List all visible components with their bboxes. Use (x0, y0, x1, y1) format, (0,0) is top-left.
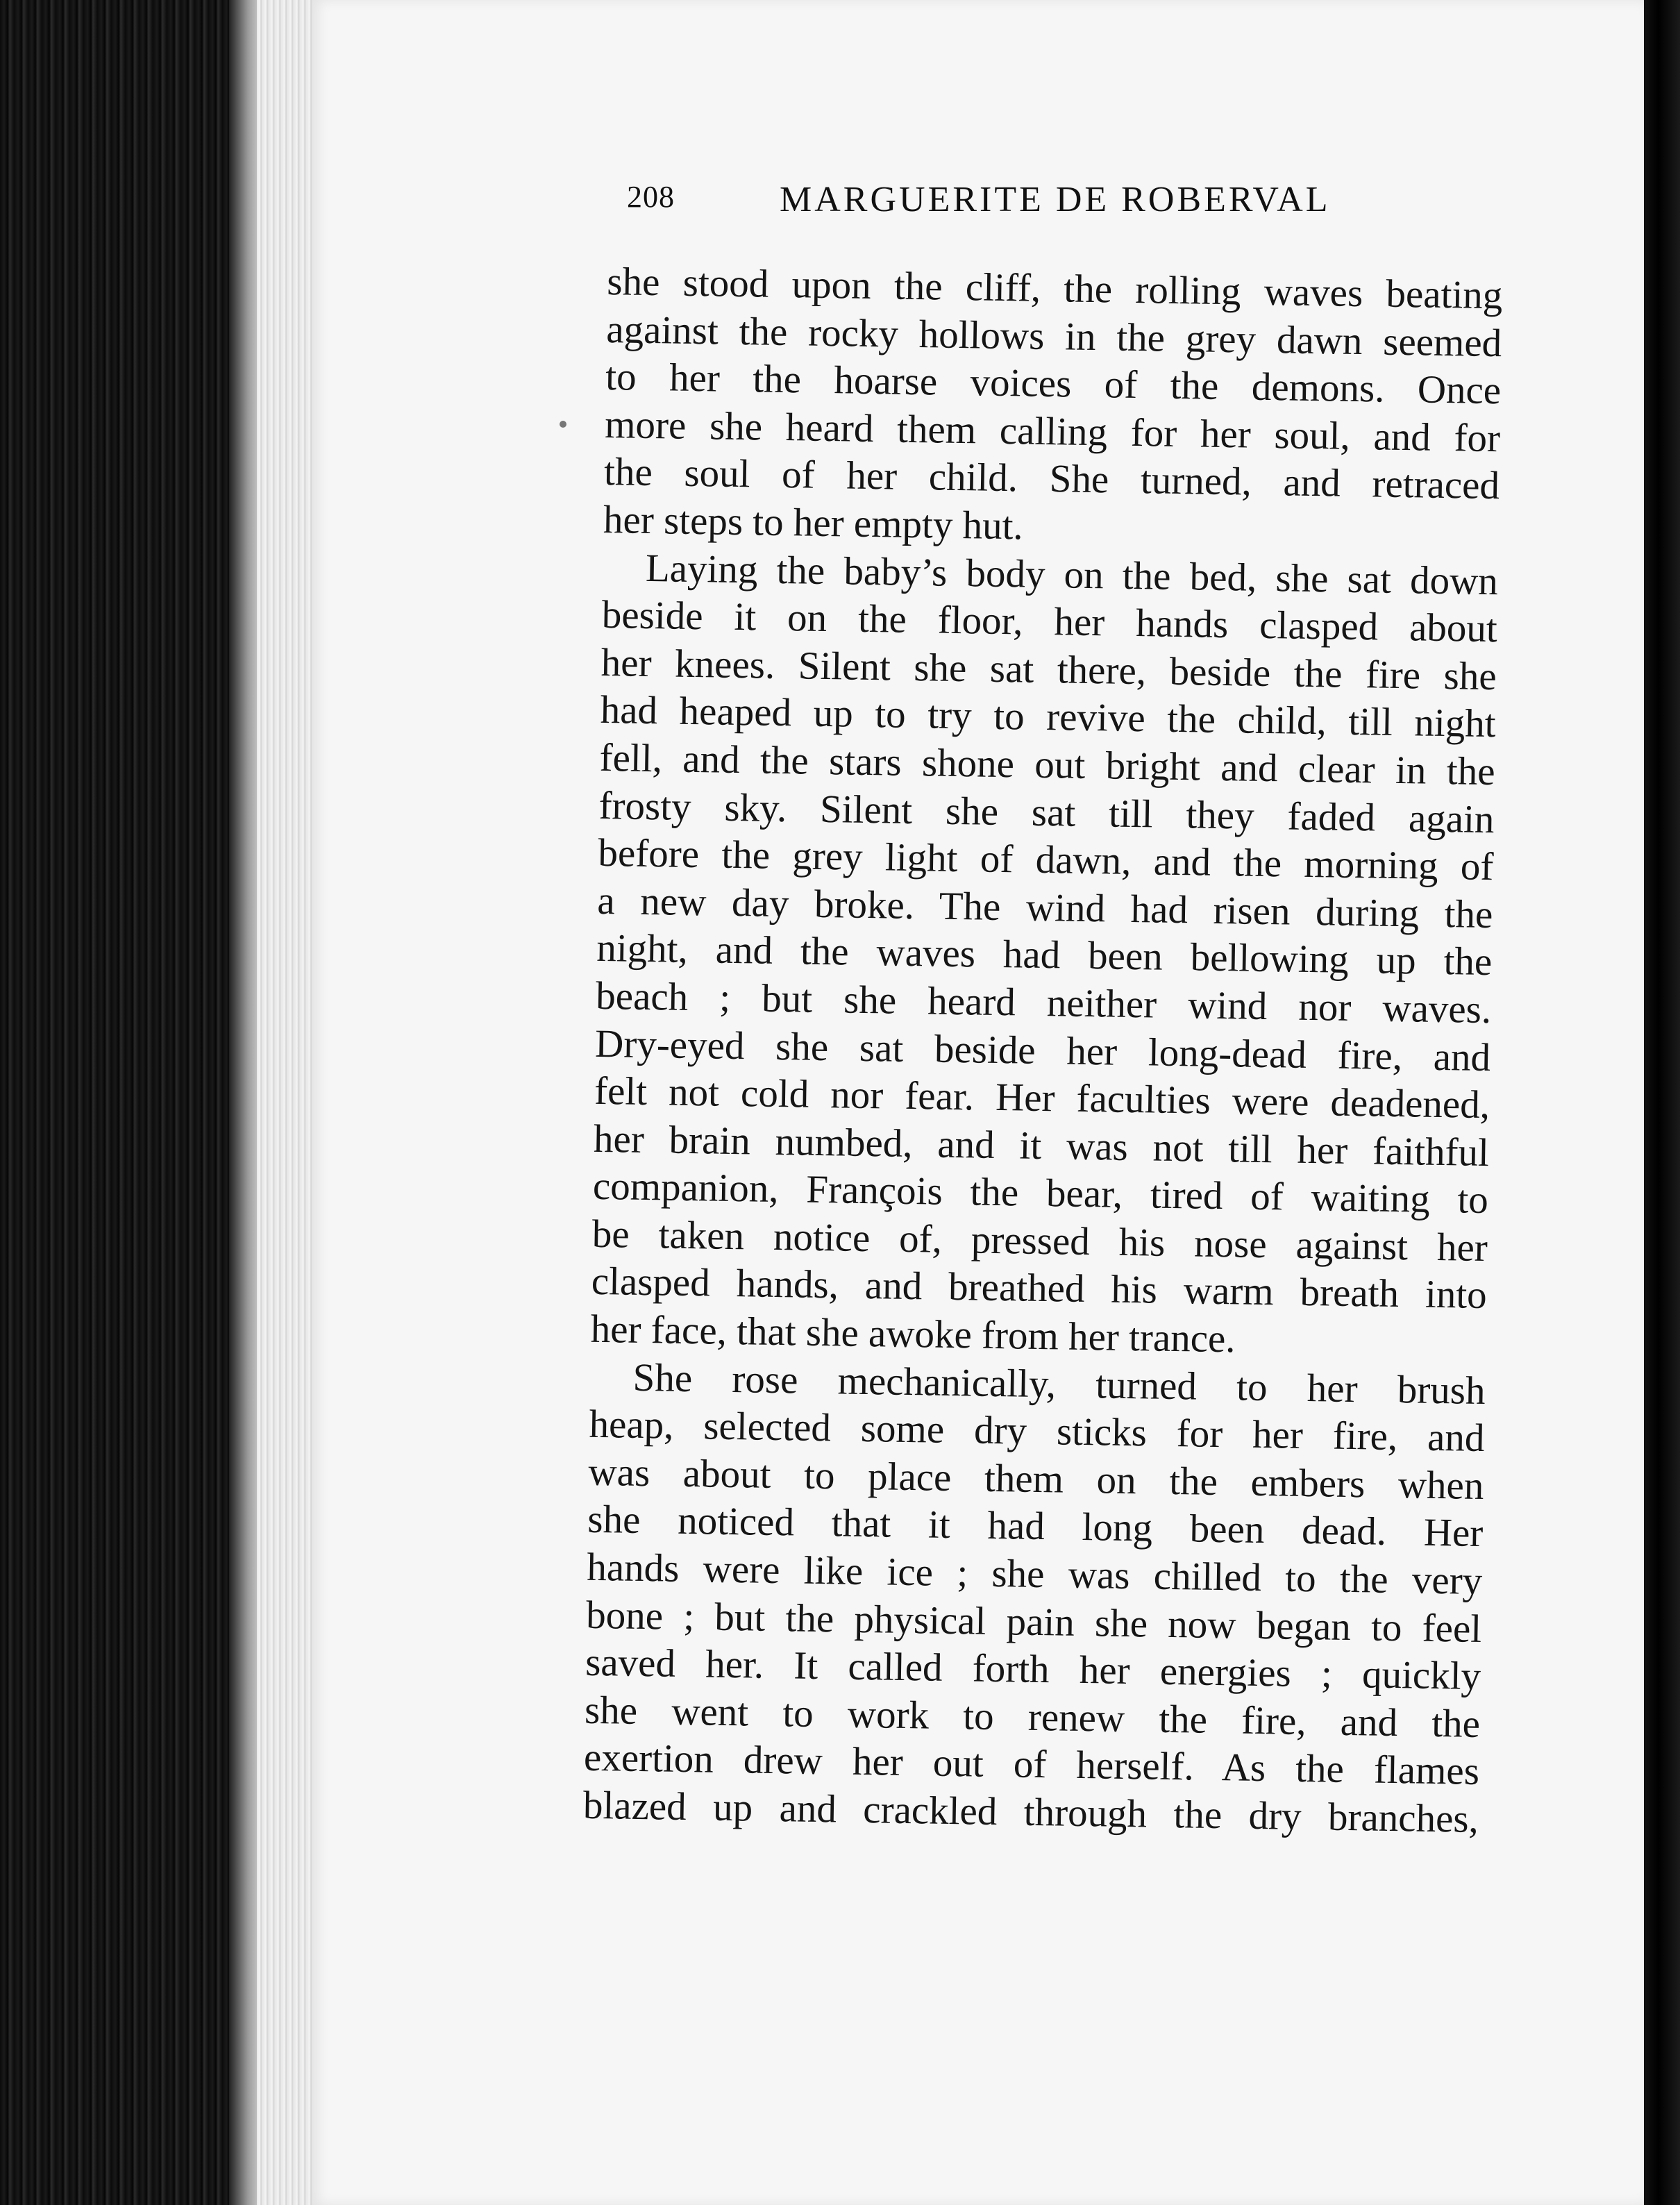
text-line: beach ; but she heard neither wind nor waves. (595, 973, 1492, 1032)
text-line: was about to place them on the embers when (588, 1450, 1484, 1508)
text-line: felt not cold nor fear. Her faculties were deadened, (594, 1068, 1490, 1127)
text-line: frosty sky. Silent she sat till they faded again (598, 783, 1495, 841)
text-line: clasped hands, and breathed his warm breath into (591, 1259, 1488, 1318)
text-line: the soul of her child. She turned, and retraced (603, 450, 1500, 508)
paragraph-1 (603, 258, 1503, 558)
text-line: her steps to her empty hut. (603, 497, 1024, 548)
text-line: exertion drew her out of herself. As the flames (583, 1736, 1480, 1794)
text-line: to her the hoarse voices of the demons. Once (605, 355, 1502, 413)
text-line: against the rocky hollows in the grey dawn seemed (605, 307, 1502, 365)
text-line: her brain numbed, and it was not till her faithful (593, 1116, 1490, 1175)
text-line: she noticed that it had long been dead. Her (587, 1498, 1484, 1556)
text-line: a new day broke. The wind had risen during the (596, 878, 1493, 937)
text-line: Laying the baby’s body on the bed, she sat down (645, 546, 1499, 603)
text-line: She rose mechanically, turned to her brush (632, 1355, 1486, 1413)
text-line: saved her. It called forth her energies ; quickly (585, 1640, 1481, 1699)
running-header (627, 179, 1352, 228)
text-line: before the grey light of dawn, and the morning of (598, 831, 1494, 889)
text-line: her face, that she awoke from her trance. (590, 1307, 1236, 1361)
text-line: her knees. Silent she sat there, beside the fire she (600, 640, 1497, 698)
page-number: 208 (627, 180, 675, 214)
text-line: bone ; but the physical pain she now began to feel (585, 1593, 1482, 1651)
text-line: Dry-eyed she sat beside her long-dead fire, and (594, 1021, 1491, 1080)
text-line: had heaped up to try to revive the child, till night (600, 688, 1497, 746)
page-speck (560, 421, 566, 428)
text-line: be taken notice of, pressed his nose against her (591, 1212, 1488, 1270)
text-line: beside it on the floor, her hands clasped about (601, 593, 1498, 651)
paragraph-2 (590, 544, 1498, 1368)
text-line: blazed up and crackled through the dry branches, (582, 1783, 1479, 1841)
text-line: heap, selected some dry sticks for her fire, and (589, 1402, 1485, 1461)
text-line: she stood upon the cliff, the rolling waves beating (606, 259, 1503, 318)
text-line: hands were like ice ; she was chilled to the very (586, 1545, 1483, 1604)
text-line: night, and the waves had been bellowing up the (596, 926, 1493, 984)
right-page-shadow (1644, 0, 1680, 2205)
paragraph-3 (582, 1353, 1486, 1843)
running-title: MARGUERITE DE ROBERVAL (780, 180, 1331, 219)
text-line: fell, and the stars shone out bright and clear in the (599, 735, 1496, 794)
body-text (582, 258, 1502, 1844)
text-line: more she heard them calling for her soul, and for (604, 402, 1501, 461)
text-line: companion, François the bear, tired of waiting to (592, 1164, 1489, 1223)
text-line: she went to work to renew the fire, and the (584, 1688, 1481, 1746)
